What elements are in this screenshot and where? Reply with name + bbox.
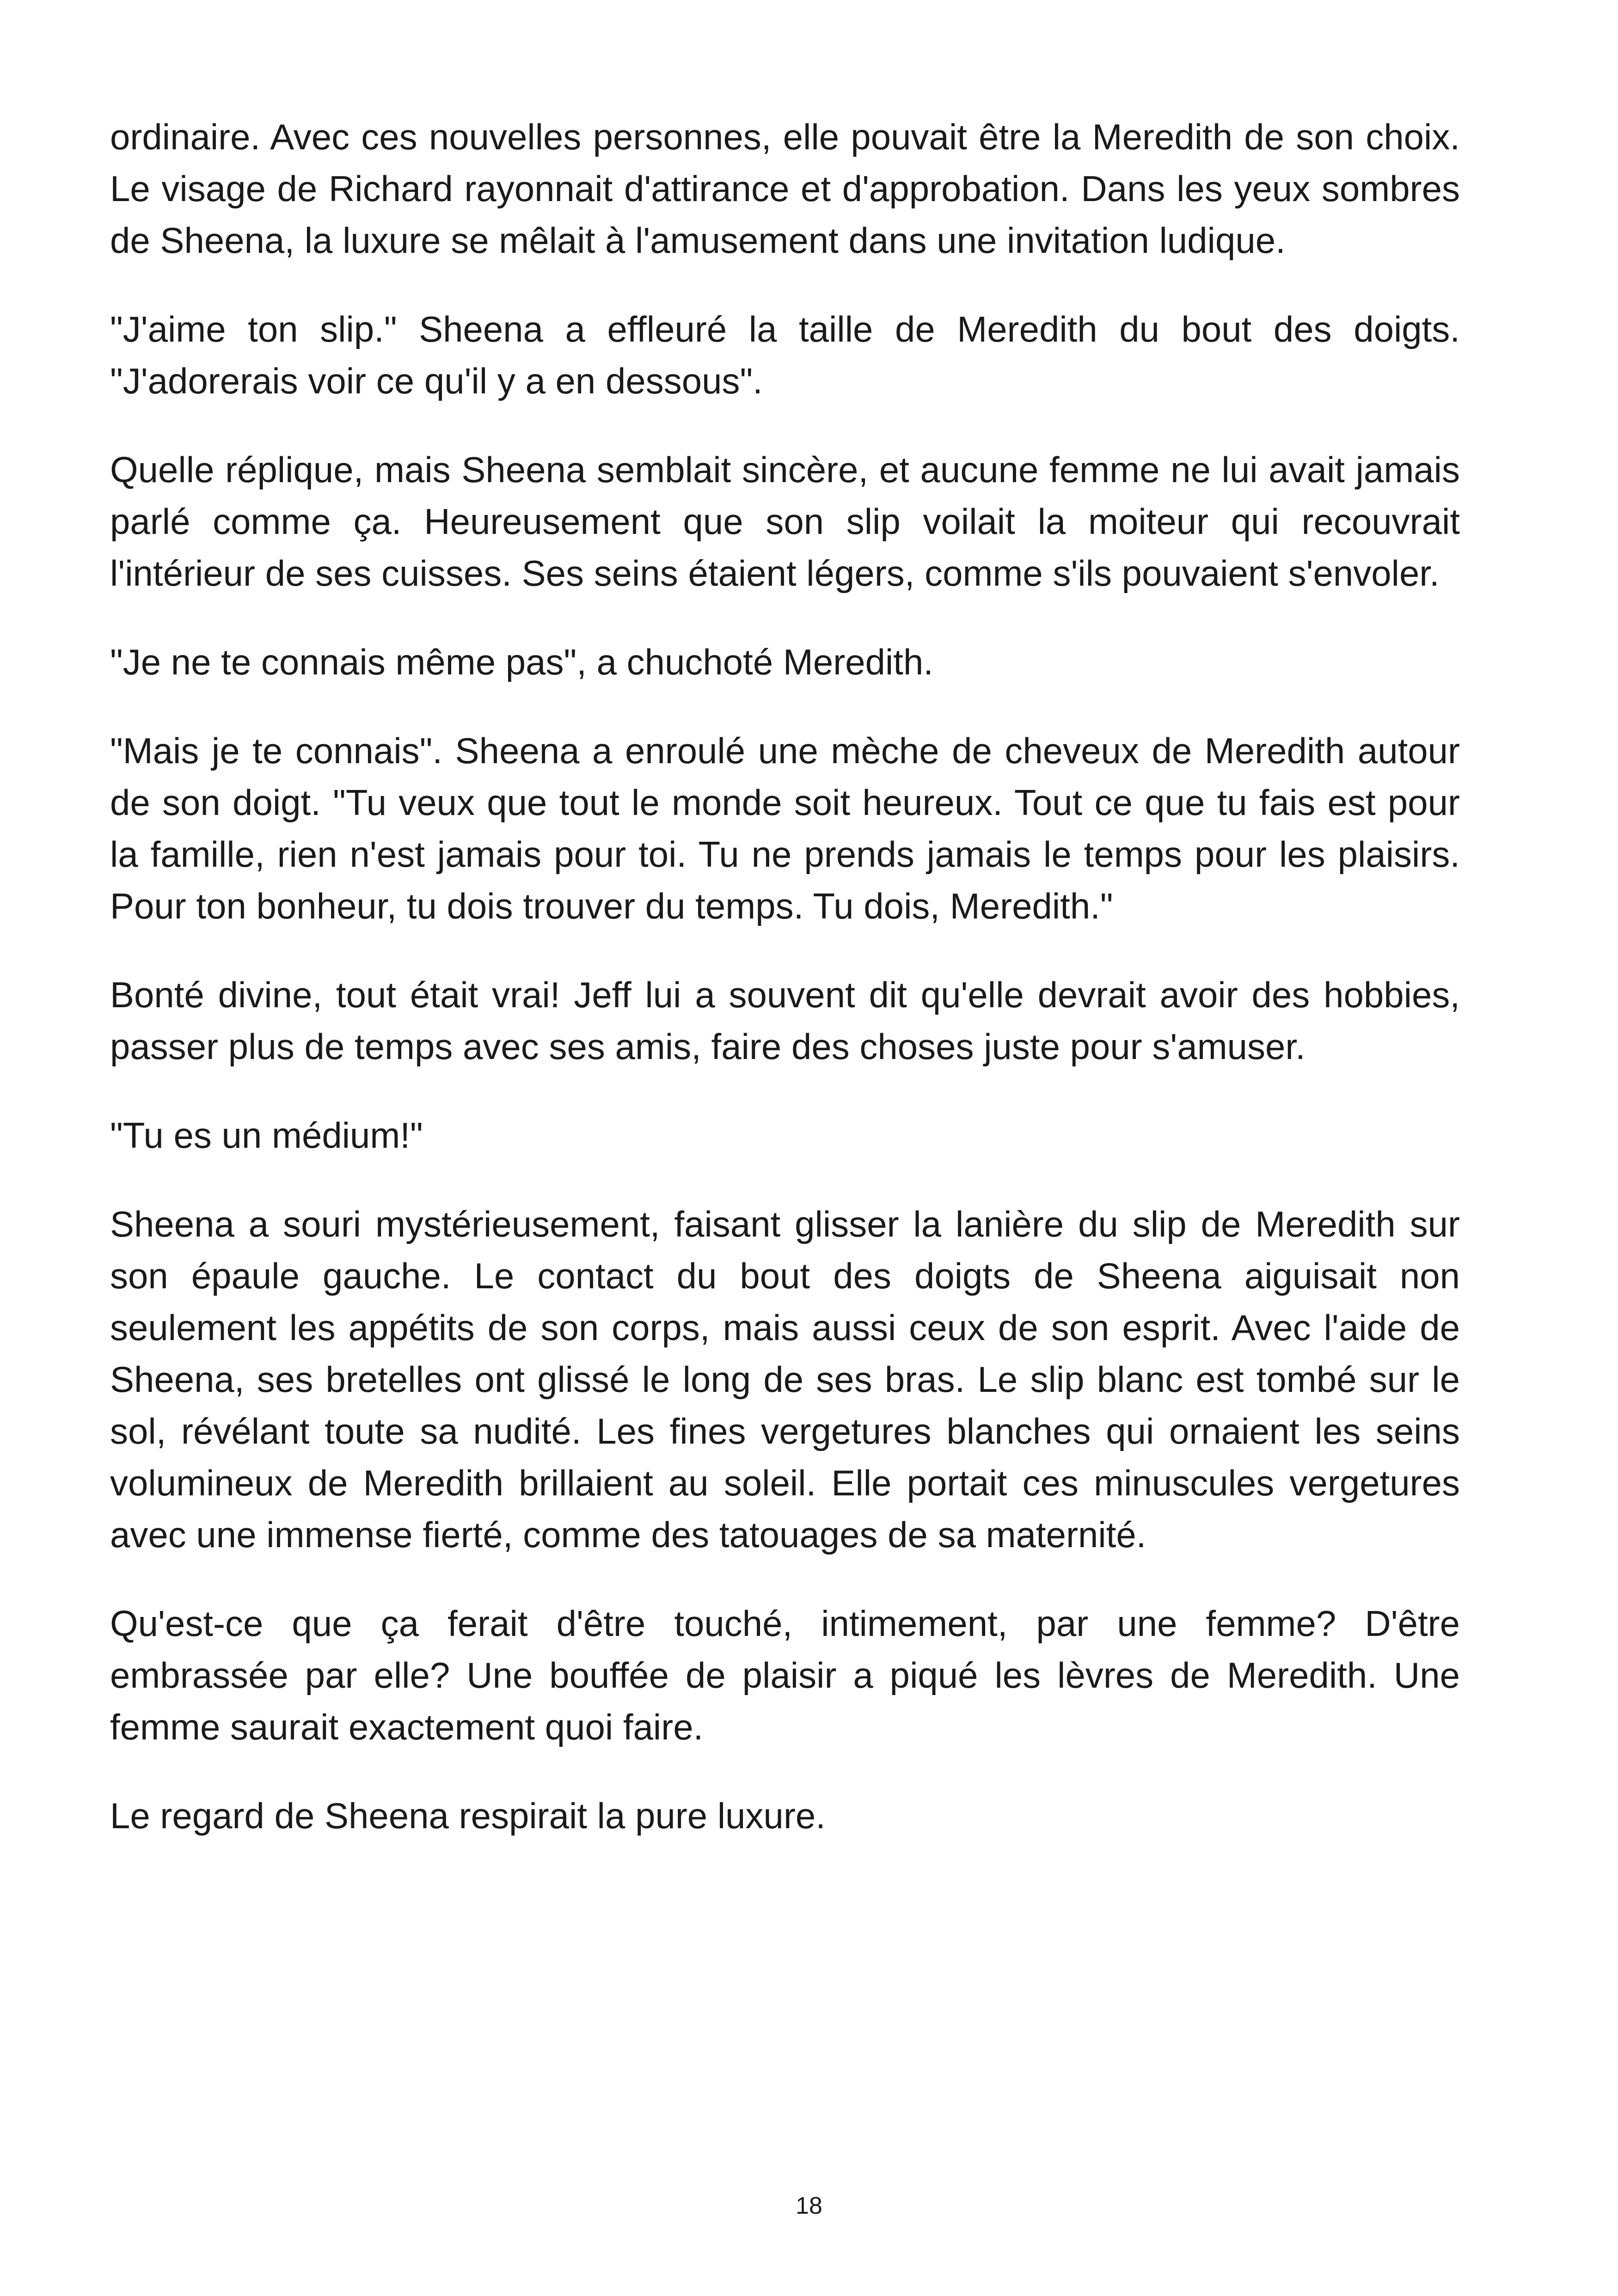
paragraph: "Mais je te connais". Sheena a enroulé une mèche de cheveux de Meredith autour de son doigt. "Tu veux que tout le monde soit heureux. Tout ce que tu fais est pour la famille, rien n'est jamais pour toi. Tu ne prends jamais le temps pour les plaisirs. Pour ton bonheur, tu dois trouver du temps. Tu dois, Meredith." <box>110 730 1460 926</box>
paragraph: Qu'est-ce que ça ferait d'être touché, intimement, par une femme? D'être embrassée par elle? Une bouffée de plaisir a piqué les lèvres de Meredith. Une femme saurait exactement quoi faire. <box>110 1603 1460 1747</box>
paragraph: Le regard de Sheena respirait la pure luxure. <box>110 1795 826 1836</box>
paragraph: "Tu es un médium!" <box>110 1115 423 1156</box>
paragraph: Quelle réplique, mais Sheena semblait sincère, et aucune femme ne lui avait jamais parlé comme ça. Heureusement que son slip voilait la moiteur qui recouvrait l'intérieur de ses cuisses. Ses seins étaient légers, comme s'ils pouvaient s'envoler. <box>110 449 1460 594</box>
paragraph: Bonté divine, tout était vrai! Jeff lui a souvent dit qu'elle devrait avoir des hobbies, passer plus de temps avec ses amis, faire des choses juste pour s'amuser. <box>110 974 1460 1067</box>
paragraph: Sheena a souri mystérieusement, faisant glisser la lanière du slip de Meredith sur son épaule gauche. Le contact du bout des doigts de Sheena aiguisait non seulement les appétits de son corps, mais aussi ceux de son esprit. Avec l'aide de Sheena, ses bretelles ont glissé le long de ses bras. Le slip blanc est tombé sur le sol, révélant toute sa nudité. Les fines vergetures blanches qui ornaient les seins volumineux de Meredith brillaient au soleil. Elle portait ces minuscules vergetures avec une immense fierté, comme des tatouages de sa maternité. <box>110 1204 1460 1555</box>
paragraph: "Je ne te connais même pas", a chuchoté Meredith. <box>110 642 934 682</box>
page-number: 18 <box>796 2192 822 2219</box>
paragraph: "J'aime ton slip." Sheena a effleuré la taille de Meredith du bout des doigts. "J'adorerais voir ce qu'il y a en dessous". <box>110 309 1460 401</box>
paragraph: ordinaire. Avec ces nouvelles personnes, elle pouvait être la Meredith de son choix. Le visage de Richard rayonnait d'attirance et d'approbation. Dans les yeux sombres de Sheena, la luxure se mêlait à l'amusement dans une invitation ludique. <box>110 116 1460 261</box>
body-text <box>110 111 1460 1879</box>
